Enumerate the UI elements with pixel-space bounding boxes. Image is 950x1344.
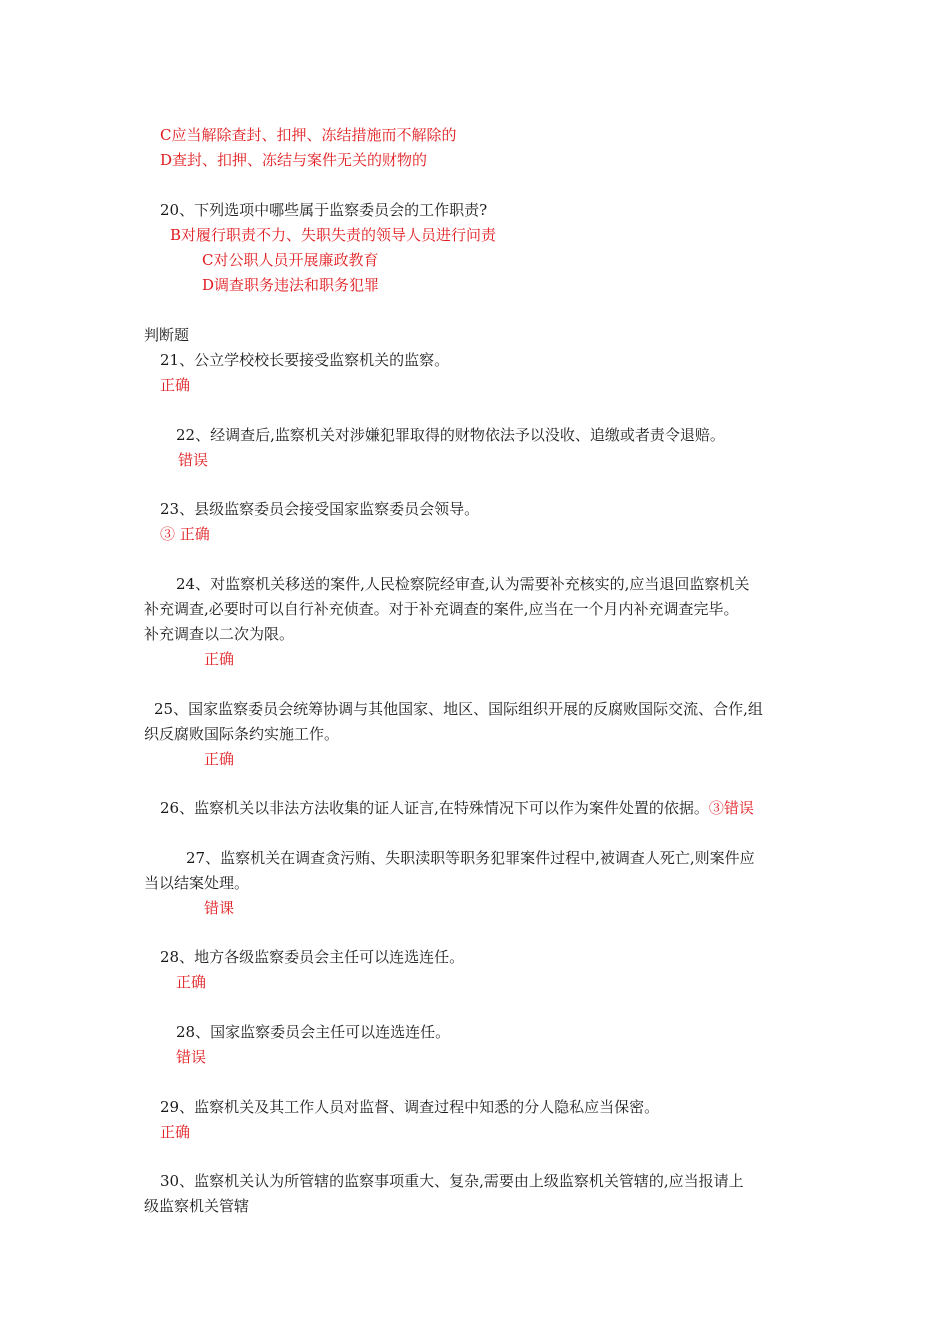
q26-question-text: 26、监察机关以非法方法收集的证人证言,在特殊情况下可以作为案件处置的依据。 bbox=[160, 799, 709, 817]
q24-question-line3: 补充调查以二次为限。 bbox=[144, 625, 295, 643]
q22-question: 22、经调查后,监察机关对涉嫌犯罪取得的财物依法予以没收、追缴或者责令退赔。 bbox=[176, 426, 725, 444]
q30-question-line2: 级监察机关管辖 bbox=[144, 1197, 250, 1215]
q24-question-line2: 补充调查,必要时可以自行补充侦查。对于补充调查的案件,应当在一个月内补充调查完毕。 bbox=[144, 600, 739, 618]
q19-option-d: D查封、扣押、冻结与案件无关的财物的 bbox=[160, 151, 428, 169]
q27-question-line2: 当以结案处理。 bbox=[144, 874, 250, 892]
q22-answer: 错误 bbox=[178, 451, 209, 469]
q25-question-line1: 25、国家监察委员会统筹协调与其他国家、地区、国际组织开展的反腐败国际交流、合作,组 bbox=[154, 700, 763, 718]
q26-question bbox=[160, 797, 754, 819]
q24-question-line1: 24、对监察机关移送的案件,人民检察院经审查,认为需要补充核实的,应当退回监察机关 bbox=[176, 575, 750, 593]
q30-question-line1: 30、监察机关认为所管辖的监察事项重大、复杂,需要由上级监察机关管辖的,应当报请上 bbox=[160, 1172, 744, 1190]
q20-option-c: C对公职人员开展廉政教育 bbox=[202, 251, 379, 269]
q27-question-line1: 27、监察机关在调查贪污贿、失职渎职等职务犯罪案件过程中,被调查人死亡,则案件应 bbox=[186, 849, 755, 867]
q26-answer: ③错误 bbox=[708, 799, 754, 817]
q20-question: 20、下列选项中哪些属于监察委员会的工作职责? bbox=[160, 201, 488, 219]
q29-answer: 正确 bbox=[160, 1123, 191, 1141]
q28a-answer: 正确 bbox=[176, 973, 207, 991]
q28b-question: 28、国家监察委员会主任可以连选连任。 bbox=[176, 1023, 451, 1041]
q25-question-line2: 织反腐败国际条约实施工作。 bbox=[144, 725, 340, 743]
q29-question: 29、监察机关及其工作人员对监督、调查过程中知悉的分人隐私应当保密。 bbox=[160, 1098, 660, 1116]
q20-option-d: D调查职务违法和职务犯罪 bbox=[202, 276, 380, 294]
section-title: 判断题 bbox=[144, 326, 190, 344]
q24-answer: 正确 bbox=[204, 650, 235, 668]
q25-answer: 正确 bbox=[204, 750, 235, 768]
q23-answer: ③ 正确 bbox=[160, 525, 210, 543]
q20-option-b: B对履行职责不力、失职失责的领导人员进行问责 bbox=[170, 226, 497, 244]
q27-answer: 错课 bbox=[204, 899, 235, 917]
q21-question: 21、公立学校校长要接受监察机关的监察。 bbox=[160, 351, 450, 369]
q28b-answer: 错误 bbox=[176, 1048, 207, 1066]
q23-question: 23、县级监察委员会接受国家监察委员会领导。 bbox=[160, 500, 480, 518]
q21-answer: 正确 bbox=[160, 376, 191, 394]
q28a-question: 28、地方各级监察委员会主任可以连选连任。 bbox=[160, 948, 465, 966]
q19-option-c: C应当解除查封、扣押、冻结措施而不解除的 bbox=[160, 126, 457, 144]
